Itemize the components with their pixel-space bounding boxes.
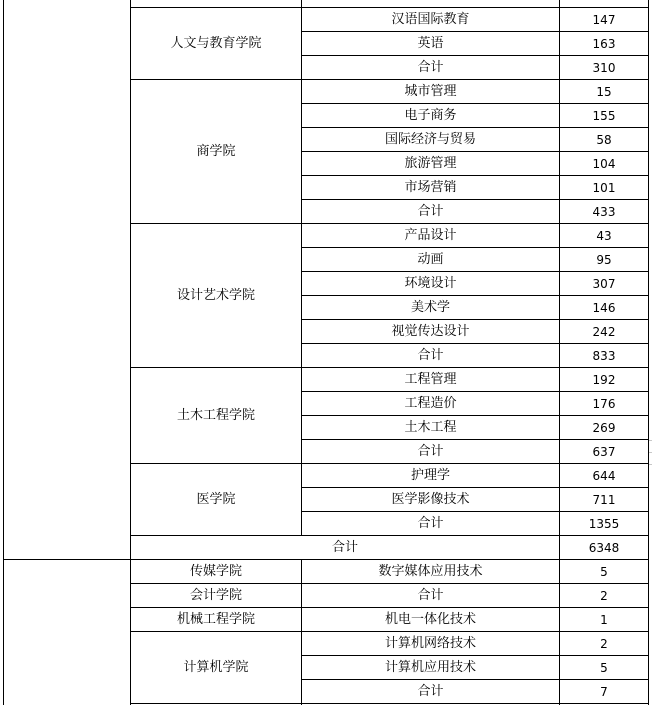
major-cell: 土木工程 bbox=[404, 420, 457, 435]
count-cell: 2 bbox=[600, 588, 608, 603]
major-cell: 产品设计 bbox=[404, 228, 457, 243]
major-cell: 护理学 bbox=[410, 468, 450, 483]
count-cell: 104 bbox=[592, 156, 616, 171]
count-cell: 146 bbox=[592, 300, 616, 315]
count-cell: 644 bbox=[592, 468, 616, 483]
major-cell: 数字媒体应用技术 bbox=[378, 564, 483, 579]
major-cell: 工程造价 bbox=[404, 396, 457, 411]
count-cell: 433 bbox=[592, 204, 616, 219]
college-name-cell: 设计艺术学院 bbox=[176, 288, 255, 303]
count-cell: 15 bbox=[596, 84, 612, 99]
college-name-cell: 计算机学院 bbox=[183, 660, 249, 675]
major-cell: 英语 bbox=[417, 36, 444, 51]
count-cell: 1355 bbox=[588, 516, 620, 531]
major-cell: 国际经济与贸易 bbox=[384, 132, 476, 147]
college-name-cell: 会计学院 bbox=[189, 588, 242, 603]
count-cell: 163 bbox=[592, 36, 616, 51]
count-cell: 711 bbox=[592, 492, 616, 507]
major-cell: 环境设计 bbox=[404, 276, 457, 291]
college-name-cell: 传媒学院 bbox=[189, 564, 242, 579]
count-cell: 1 bbox=[600, 612, 608, 627]
major-cell: 动画 bbox=[417, 252, 444, 267]
grand-total-label: 合计 bbox=[331, 540, 358, 555]
count-cell: 2 bbox=[600, 636, 608, 651]
count-cell: 58 bbox=[596, 132, 612, 147]
major-col-rule bbox=[301, 0, 302, 536]
count-col-rule bbox=[559, 0, 560, 705]
grand-total-count: 6348 bbox=[588, 540, 620, 555]
major-cell: 电子商务 bbox=[404, 108, 457, 123]
count-cell: 833 bbox=[592, 348, 616, 363]
major-cell: 视觉传达设计 bbox=[391, 324, 470, 339]
major-cell: 汉语国际教育 bbox=[391, 12, 470, 27]
major-cell: 城市管理 bbox=[404, 84, 457, 99]
major-cell: 美术学 bbox=[410, 300, 450, 315]
count-cell: 7 bbox=[600, 684, 608, 699]
count-cell: 637 bbox=[592, 444, 616, 459]
major-cell: 市场营销 bbox=[404, 180, 457, 195]
college-name-cell: 土木工程学院 bbox=[176, 408, 255, 423]
left-rule bbox=[3, 0, 4, 705]
right-rule bbox=[648, 0, 649, 705]
major-cell: 计算机应用技术 bbox=[384, 660, 476, 675]
count-cell: 269 bbox=[592, 420, 616, 435]
major-cell: 合计 bbox=[417, 60, 444, 75]
college-name-cell: 商学院 bbox=[196, 144, 236, 159]
major-cell: 合计 bbox=[417, 516, 444, 531]
major-cell: 合计 bbox=[417, 348, 444, 363]
count-cell: 5 bbox=[600, 564, 608, 579]
count-cell: 310 bbox=[592, 60, 616, 75]
major-cell: 合计 bbox=[417, 444, 444, 459]
count-cell: 147 bbox=[592, 12, 616, 27]
major-cell: 机电一体化技术 bbox=[384, 612, 476, 627]
major-cell: 工程管理 bbox=[404, 372, 457, 387]
count-cell: 95 bbox=[596, 252, 612, 267]
count-cell: 242 bbox=[592, 324, 616, 339]
major-cell: 计算机网络技术 bbox=[384, 636, 476, 651]
count-cell: 192 bbox=[592, 372, 616, 387]
major-col-rule-lower bbox=[301, 559, 302, 705]
count-cell: 176 bbox=[592, 396, 616, 411]
major-cell: 合计 bbox=[417, 684, 444, 699]
bottom-border-line bbox=[130, 703, 649, 704]
count-cell: 101 bbox=[592, 180, 616, 195]
count-cell: 155 bbox=[592, 108, 616, 123]
count-cell: 5 bbox=[600, 660, 608, 675]
college-name-cell: 人文与教育学院 bbox=[170, 36, 262, 51]
college-name-cell: 医学院 bbox=[196, 492, 236, 507]
major-cell: 旅游管理 bbox=[404, 156, 457, 171]
major-cell: 合计 bbox=[417, 204, 444, 219]
count-cell: 307 bbox=[592, 276, 616, 291]
college-name-cell: 机械工程学院 bbox=[176, 612, 255, 627]
college-col-rule bbox=[130, 0, 131, 705]
major-cell: 医学影像技术 bbox=[391, 492, 470, 507]
count-cell: 43 bbox=[596, 228, 612, 243]
major-cell: 合计 bbox=[417, 588, 444, 603]
